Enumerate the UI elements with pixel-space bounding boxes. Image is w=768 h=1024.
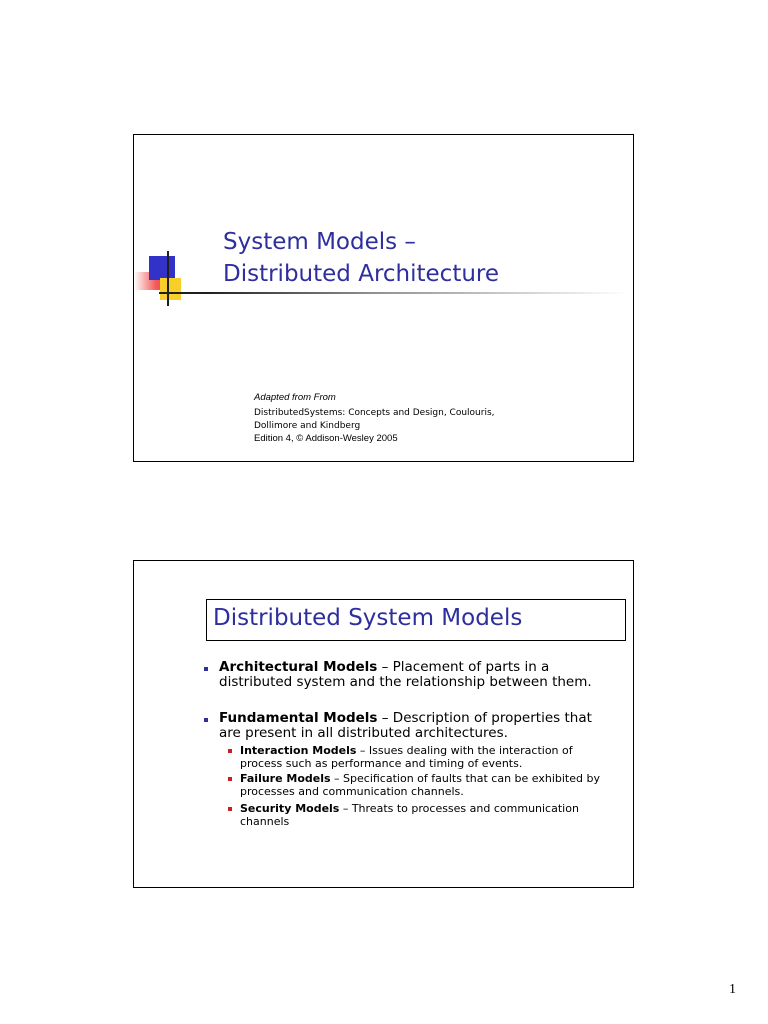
sub-bullet-square-icon bbox=[228, 807, 232, 811]
bullet-text-cont: distributed system and the relationship between them. bbox=[219, 674, 592, 690]
slide-title-line1: System Models – bbox=[223, 229, 416, 255]
vertical-rule-decoration bbox=[167, 251, 169, 306]
bullet-square-icon bbox=[204, 718, 208, 722]
bullet-fundamental-models bbox=[219, 711, 619, 741]
title-slide bbox=[133, 134, 634, 462]
sub-bullet-failure-models bbox=[240, 772, 625, 798]
content-slide bbox=[133, 560, 634, 888]
bullet-architectural-models bbox=[219, 660, 619, 690]
yellow-square-decoration bbox=[160, 278, 181, 300]
bullet-text: – Placement of parts in a bbox=[377, 659, 550, 675]
horizontal-rule-decoration bbox=[159, 292, 629, 294]
slide-title-line2: Distributed Architecture bbox=[223, 261, 500, 287]
bullet-square-icon bbox=[204, 667, 208, 671]
credit-authors: Dollimore and Kindberg bbox=[254, 421, 361, 431]
sub-bullet-text-cont: channels bbox=[240, 815, 290, 828]
sub-bullet-square-icon bbox=[228, 777, 232, 781]
sub-bullet-text-cont: processes and communication channels. bbox=[240, 785, 464, 798]
sub-bullet-interaction-models bbox=[240, 744, 625, 770]
sub-bullet-text: – Issues dealing with the interaction of bbox=[356, 744, 573, 757]
sub-bullet-text: – Specification of faults that can be exhibited by bbox=[330, 772, 600, 785]
sub-bullet-square-icon bbox=[228, 749, 232, 753]
bullet-term: Fundamental Models bbox=[219, 710, 378, 726]
blue-square-decoration bbox=[149, 256, 175, 280]
sub-bullet-term: Security Models bbox=[240, 802, 340, 815]
sub-bullet-term: Interaction Models bbox=[240, 744, 357, 757]
bullet-text: – Description of properties that bbox=[377, 710, 592, 726]
page-number: 1 bbox=[729, 982, 736, 997]
sub-bullet-text: – Threats to processes and communication bbox=[339, 802, 579, 815]
slide-title: Distributed System Models bbox=[213, 605, 523, 631]
sub-bullet-text-cont: process such as performance and timing of events. bbox=[240, 757, 523, 770]
sub-bullet-security-models bbox=[240, 802, 625, 828]
slide-title-box bbox=[206, 599, 626, 641]
credit-edition: Edition 4, © Addison-Wesley 2005 bbox=[254, 433, 398, 444]
sub-bullet-term: Failure Models bbox=[240, 772, 331, 785]
credit-adapted: Adapted from From bbox=[254, 392, 336, 403]
credit-book: DistributedSystems: Concepts and Design, Coulouris, bbox=[254, 408, 495, 418]
bullet-text-cont: are present in all distributed architectures. bbox=[219, 725, 508, 741]
bullet-term: Architectural Models bbox=[219, 659, 378, 675]
